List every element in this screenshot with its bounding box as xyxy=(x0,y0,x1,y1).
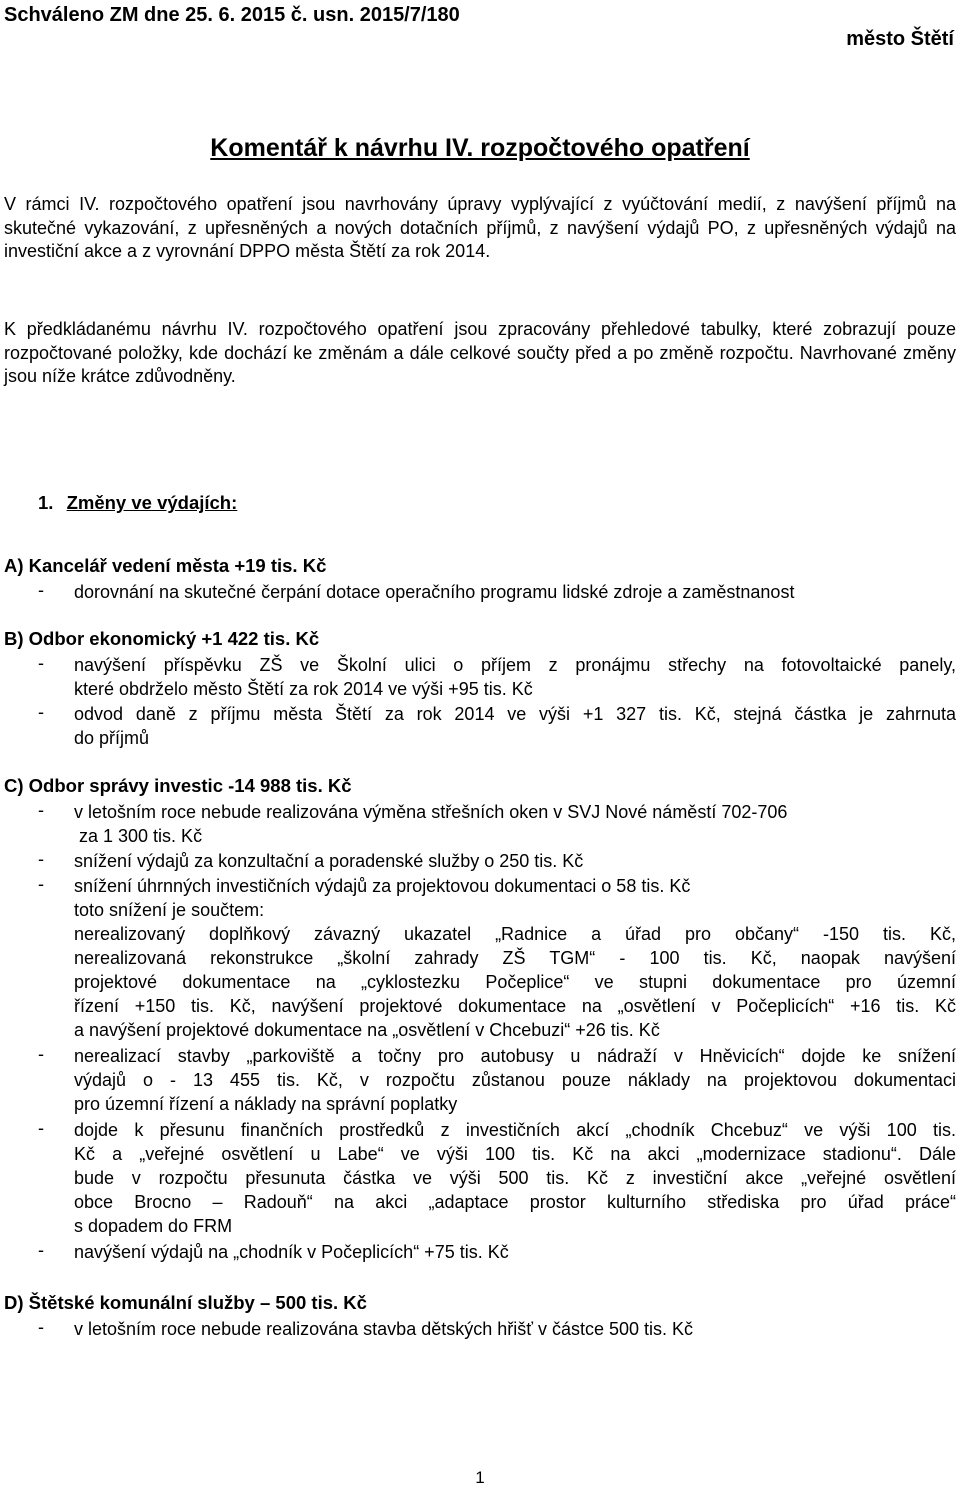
subsection-c-item-4: nerealizací stavby „parkoviště a točny pro autobusy u nádraží v Hněvicích“ dojde ke snížení výdajů o - 13 455 tis. Kč, v rozpočtu zůstanou pouze náklady na projektovou dokumentaci pro územní řízení a náklady na správní poplatky xyxy=(74,1046,956,1114)
bullet-dash: - xyxy=(38,580,44,600)
intro-paragraph-2: K předkládanému návrhu IV. rozpočtového opatření jsou zpracovány přehledové tabulky, které zobrazují pouze rozpočtované položky, kde dochází ke změnám a dále celkové součty před a po změně rozpočtu. Navrhované změny jsou níže krátce zdůvodněny. xyxy=(4,319,956,386)
subsection-c-item-2: snížení výdajů za konzultační a poradenské služby o 250 tis. Kč xyxy=(74,851,584,871)
approval-line: Schváleno ZM dne 25. 6. 2015 č. usn. 2015/7/180 xyxy=(4,4,460,26)
intro-paragraph-1: V rámci IV. rozpočtového opatření jsou navrhovány úpravy vyplývající z vyúčtování medií, z navýšení příjmů na skutečné vykazování, z upřesněných a nových dotačních příjmů, z navýšení výdajů PO, z upřesněných výdajů na investiční akce a z vyrovnání DPPO města Štětí za rok 2014. xyxy=(4,194,956,261)
subsection-d-heading: D) Štětské komunální služby – 500 tis. Kč xyxy=(4,1292,367,1313)
subsection-b-heading: B) Odbor ekonomický +1 422 tis. Kč xyxy=(4,628,320,649)
subsection-c-heading: C) Odbor správy investic -14 988 tis. Kč xyxy=(4,775,352,796)
bullet-dash: - xyxy=(38,1044,44,1064)
bullet-dash: - xyxy=(38,1118,44,1138)
subsection-a-item-1: dorovnání na skutečné čerpání dotace operačního programu lidské zdroje a zaměstnanost xyxy=(74,582,795,602)
bullet-dash: - xyxy=(38,874,44,894)
page-title: Komentář k návrhu IV. rozpočtového opatření xyxy=(210,134,750,162)
section-title: Změny ve výdajích: xyxy=(66,492,238,513)
bullet-dash: - xyxy=(38,800,44,820)
bullet-dash: - xyxy=(38,1317,44,1337)
city-name: město Štětí xyxy=(846,28,954,50)
page-number: 1 xyxy=(475,1468,485,1487)
subsection-c-item-6: navýšení výdajů na „chodník v Počeplicích“ +75 tis. Kč xyxy=(74,1242,509,1262)
bullet-dash: - xyxy=(38,1240,44,1260)
subsection-b-item-2: odvod daně z příjmu města Štětí za rok 2014 ve výši +1 327 tis. Kč, stejná částka je zahrnuta do příjmů xyxy=(74,704,956,748)
subsection-b-item-1: navýšení příspěvku ZŠ ve Školní ulici o příjem z pronájmu střechy na fotovoltaické panely, které obdrželo město Štětí za rok 2014 ve výši +95 tis. Kč xyxy=(74,655,956,699)
section-heading xyxy=(38,492,237,514)
section-number: 1. xyxy=(38,492,54,513)
subsection-d-item-1: v letošním roce nebude realizována stavba dětských hřišť v částce 500 tis. Kč xyxy=(74,1319,694,1339)
subsection-a-heading: A) Kancelář vedení města +19 tis. Kč xyxy=(4,555,327,576)
bullet-dash: - xyxy=(38,702,44,722)
subsection-c-item-5: dojde k přesunu finančních prostředků z investičních akcí „chodník Chcebuz“ ve výši 100 tis. Kč a „veřejné osvětlení u Labe“ ve výši 100 tis. Kč na akci „modernizace stadionu“. Dále bude v rozpočtu přesunuta částka ve výši 500 tis. Kč z investiční akce „veřejné osvětlení obce Brocno – Radouň“ na akci „adaptace prostor kulturního střediska pro úřad práce“ s dopadem do FRM xyxy=(74,1120,956,1236)
bullet-dash: - xyxy=(38,653,44,673)
bullet-dash: - xyxy=(38,849,44,869)
subsection-c-item-3: snížení úhrnných investičních výdajů za projektovou dokumentaci o 58 tis. Kč toto snížení je součtem: nerealizovaný doplňkový závazný ukazatel „Radnice a úřad pro občany“ -150 tis. Kč, nerealizovaná rekonstrukce „školní zahrady ZŠ TGM“ - 100 tis. Kč, naopak navýšení projektové dokumentace na „cyklostezku Počeplice“ ve stupni dokumentace pro územní řízení +150 tis. Kč, navýšení projektové dokumentace na „osvětlení v Počeplicích“ +16 tis. Kč a navýšení projektové dokumentace na „osvětlení v Chcebuzi“ +26 tis. Kč xyxy=(74,876,956,1040)
subsection-c-item-1: v letošním roce nebude realizována výměna střešních oken v SVJ Nové náměstí 702-706 za 1 300 tis. Kč xyxy=(74,802,788,846)
